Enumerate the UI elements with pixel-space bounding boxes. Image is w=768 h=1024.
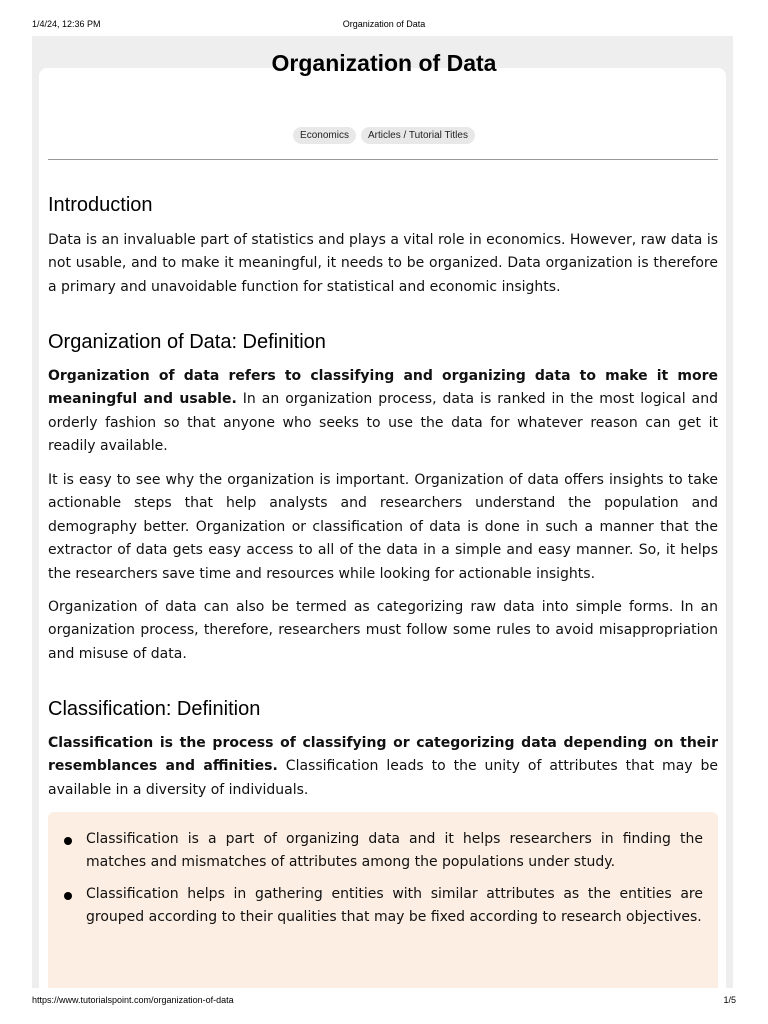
- tag-articles-tutorial-titles[interactable]: Articles / Tutorial Titles: [361, 127, 475, 144]
- print-footer: [32, 995, 736, 1007]
- classification-bold-text: Classification is the process of classifying or categorizing data depending on their resemblances and affinities.: [48, 735, 718, 775]
- classification-notes-box: [48, 812, 718, 988]
- print-date: 1/4/24, 12:36 PM: [32, 19, 101, 29]
- definition-paragraph-2: It is easy to see why the organization is important. Organization of data offers insights to take actionable steps that help analysts and researchers understand the population and demography better. Organization or classification of data is done in such a manner that the extractor of data gets easy access to all of the data in a simple and easy manner. So, it helps the researchers save time and resources while looking for actionable insights.: [48, 472, 718, 582]
- intro-paragraph: Data is an invaluable part of statistics and plays a vital role in economics. However, raw data is not usable, and to make it meaningful, it needs to be organized. Data organization is therefore a primary and unavoidable function for statistical and economic insights.: [48, 232, 718, 295]
- definition-bold-text: Organization of data refers to classifying and organizing data to make it more meaningful and usable.: [48, 368, 718, 408]
- tag-economics[interactable]: Economics: [293, 127, 356, 144]
- definition-paragraph-3: Organization of data can also be termed as categorizing raw data into simple forms. In an organization process, therefore, researchers must follow some rules to avoid misappropriation and misuse of data.: [48, 599, 718, 662]
- list-item: [62, 828, 703, 875]
- page-title: Organization of Data: [271, 50, 497, 76]
- print-title: Organization of Data: [342, 19, 426, 29]
- bullet-text: Classification is a part of organizing data and it helps researchers in finding the matches and mismatches of attributes among the populations under study.: [86, 831, 703, 871]
- classification-paragraph: [48, 732, 718, 802]
- definition-rest-text: In an organization process, data is ranked in the most logical and orderly fashion so that anyone who seeks to use the data for whatever reason can get it readily available.: [48, 391, 718, 455]
- heading-introduction: Introduction: [48, 194, 153, 216]
- bullet-dot: [64, 892, 72, 900]
- bullet-dot: [64, 837, 72, 845]
- print-page-number: 1/5: [723, 995, 736, 1005]
- list-item: [62, 883, 703, 930]
- definition-paragraph-1: [48, 365, 718, 459]
- title-divider: [48, 159, 718, 160]
- print-header: [32, 19, 736, 31]
- heading-classification: Classification: Definition: [48, 698, 261, 720]
- classification-bullet-list: [62, 828, 703, 938]
- print-url: https://www.tutorialspoint.com/organization-of-data: [32, 995, 234, 1005]
- classification-rest-text: Classification leads to the unity of attributes that may be available in a diversity of individuals.: [48, 758, 719, 798]
- heading-definition: Organization of Data: Definition: [48, 331, 326, 353]
- tag-list: [0, 127, 768, 144]
- bullet-text: Classification helps in gathering entities with similar attributes as the entities are grouped according to their qualities that may be fixed according to research objectives.: [86, 885, 703, 926]
